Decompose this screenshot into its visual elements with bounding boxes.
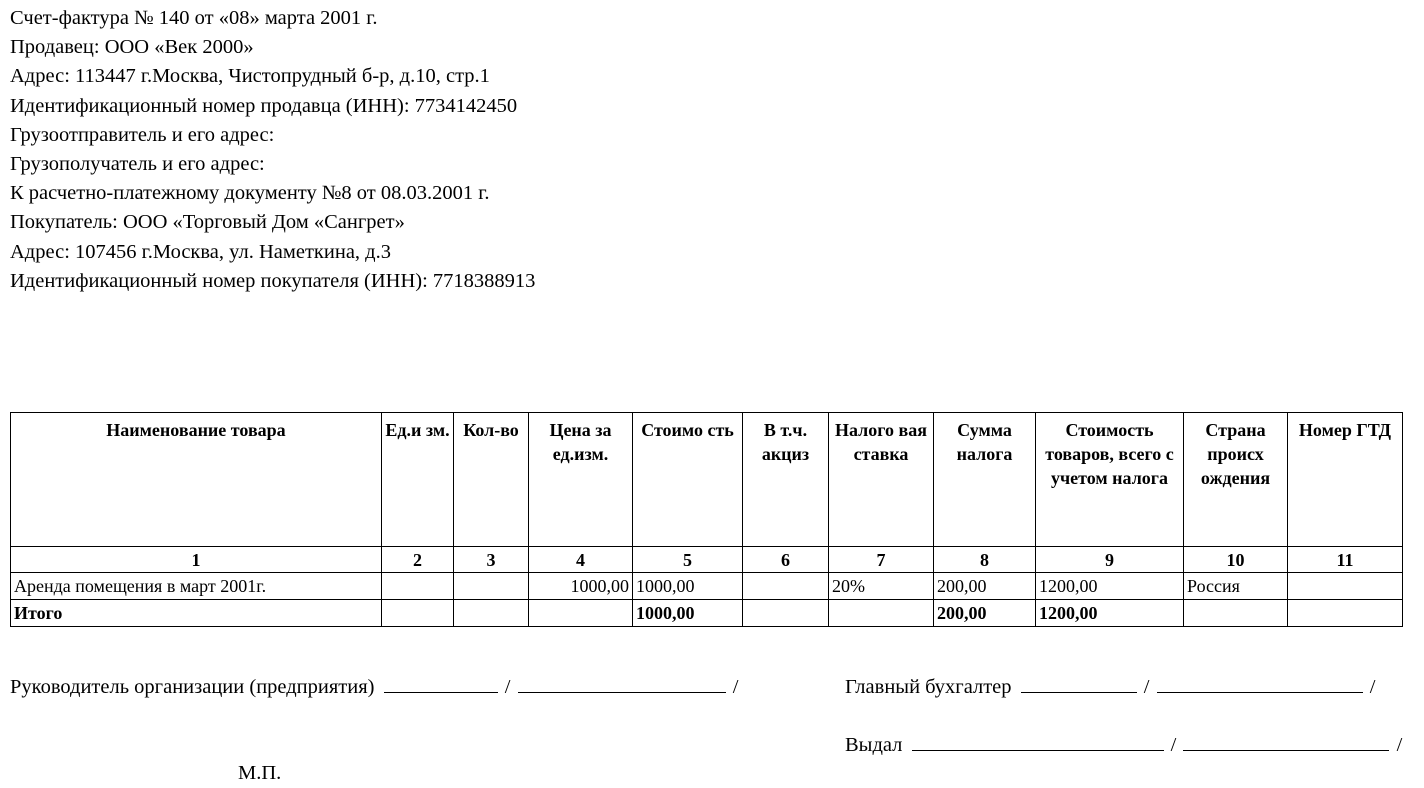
table-row bbox=[11, 573, 1403, 600]
signature-slash: / bbox=[1143, 676, 1150, 698]
director-name-blank bbox=[518, 672, 726, 693]
signature-slash: / bbox=[1170, 734, 1177, 756]
stamp-place: М.П. bbox=[238, 762, 282, 784]
signature-slash: / bbox=[504, 676, 511, 698]
column-number: 2 bbox=[382, 547, 454, 573]
column-number: 11 bbox=[1288, 547, 1403, 573]
total-label: Итого bbox=[11, 600, 382, 627]
director-signature-line bbox=[10, 672, 740, 699]
issued-signature-line bbox=[845, 730, 1404, 757]
col-header-total-cost: Стоимость товаров, всего с учетом налога bbox=[1036, 413, 1184, 547]
item-excise bbox=[743, 573, 829, 600]
total-with-tax: 1200,00 bbox=[1036, 600, 1184, 627]
director-signature-blank bbox=[384, 672, 498, 693]
seller-address: Адрес: 113447 г.Москва, Чистопрудный б-р, д.10, стр.1 bbox=[10, 65, 490, 88]
payment-document: К расчетно-платежному документу №8 от 08.03.2001 г. bbox=[10, 182, 490, 205]
total-qty bbox=[454, 600, 529, 627]
col-header-qty: Кол-во bbox=[454, 413, 529, 547]
total-unit bbox=[382, 600, 454, 627]
column-number: 6 bbox=[743, 547, 829, 573]
item-name: Аренда помещения в март 2001г. bbox=[11, 573, 382, 600]
item-tax-sum: 200,00 bbox=[934, 573, 1036, 600]
column-number: 4 bbox=[529, 547, 633, 573]
item-qty bbox=[454, 573, 529, 600]
item-country: Россия bbox=[1184, 573, 1288, 600]
accountant-name-blank bbox=[1157, 672, 1363, 693]
table-header-row bbox=[11, 413, 1403, 547]
column-number-row bbox=[11, 547, 1403, 573]
total-tax-rate bbox=[829, 600, 934, 627]
col-header-tax-sum: Сумма налога bbox=[934, 413, 1036, 547]
column-number: 8 bbox=[934, 547, 1036, 573]
item-total-cost: 1200,00 bbox=[1036, 573, 1184, 600]
col-header-price: Цена за ед.изм. bbox=[529, 413, 633, 547]
col-header-gtd: Номер ГТД bbox=[1288, 413, 1403, 547]
col-header-tax-rate: Налого вая ставка bbox=[829, 413, 934, 547]
item-price: 1000,00 bbox=[529, 573, 633, 600]
column-number: 3 bbox=[454, 547, 529, 573]
total-row bbox=[11, 600, 1403, 627]
accountant-signature-line bbox=[845, 672, 1377, 699]
col-header-unit: Ед.и зм. bbox=[382, 413, 454, 547]
column-number: 10 bbox=[1184, 547, 1288, 573]
total-excise bbox=[743, 600, 829, 627]
column-number: 5 bbox=[633, 547, 743, 573]
column-number: 1 bbox=[11, 547, 382, 573]
column-number: 9 bbox=[1036, 547, 1184, 573]
total-cost: 1000,00 bbox=[633, 600, 743, 627]
total-country bbox=[1184, 600, 1288, 627]
invoice-header bbox=[10, 4, 1010, 296]
column-number: 7 bbox=[829, 547, 934, 573]
signature-slash: / bbox=[1369, 676, 1376, 698]
director-label: Руководитель организации (предприятия) bbox=[10, 676, 375, 698]
seller-inn: Идентификационный номер продавца (ИНН): 7734142450 bbox=[10, 94, 518, 117]
total-price bbox=[529, 600, 633, 627]
col-header-name: Наименование товара bbox=[11, 413, 382, 547]
issued-signature-blank bbox=[912, 730, 1164, 751]
item-cost: 1000,00 bbox=[633, 573, 743, 600]
buyer-address: Адрес: 107456 г.Москва, ул. Наметкина, д.3 bbox=[10, 240, 391, 263]
item-unit bbox=[382, 573, 454, 600]
col-header-country: Страна происх ождения bbox=[1184, 413, 1288, 547]
item-gtd bbox=[1288, 573, 1403, 600]
item-tax-rate: 20% bbox=[829, 573, 934, 600]
shipper: Грузоотправитель и его адрес: bbox=[10, 123, 275, 146]
buyer-name: Покупатель: ООО «Торговый Дом «Сангрет» bbox=[10, 211, 405, 234]
seller-name: Продавец: ООО «Век 2000» bbox=[10, 36, 254, 59]
accountant-signature-blank bbox=[1021, 672, 1137, 693]
invoice-table bbox=[10, 412, 1403, 627]
total-tax-sum: 200,00 bbox=[934, 600, 1036, 627]
accountant-label: Главный бухгалтер bbox=[845, 676, 1012, 698]
invoice-title: Счет-фактура № 140 от «08» марта 2001 г. bbox=[10, 7, 378, 29]
issued-label: Выдал bbox=[845, 734, 903, 756]
signature-slash: / bbox=[732, 676, 739, 698]
signature-slash: / bbox=[1396, 734, 1403, 756]
issued-name-blank bbox=[1183, 730, 1389, 751]
buyer-inn: Идентификационный номер покупателя (ИНН): 7718388913 bbox=[10, 269, 536, 292]
col-header-cost: Стоимо сть bbox=[633, 413, 743, 547]
consignee: Грузополучатель и его адрес: bbox=[10, 153, 265, 176]
total-gtd bbox=[1288, 600, 1403, 627]
col-header-excise: В т.ч. акциз bbox=[743, 413, 829, 547]
